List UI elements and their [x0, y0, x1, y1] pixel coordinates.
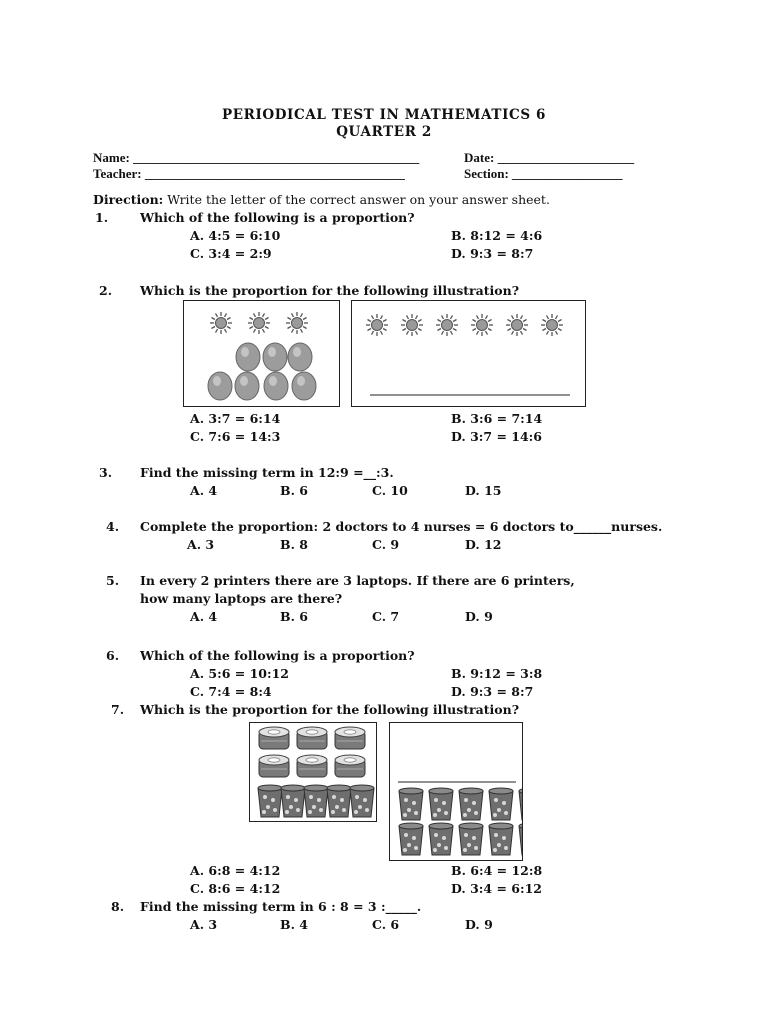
- cake-icon: [297, 727, 327, 749]
- option-b[interactable]: B. 8:12 = 4:6: [451, 228, 543, 243]
- cup-icon: [519, 788, 522, 820]
- teacher-field[interactable]: Teacher: ________________________________________: [93, 166, 405, 181]
- egg-icon: [292, 372, 316, 400]
- cake-icon: [297, 755, 327, 777]
- sun-icon: [401, 314, 423, 336]
- option-b[interactable]: B. 9:12 = 3:8: [451, 666, 543, 681]
- option-c[interactable]: C. 8:6 = 4:12: [190, 881, 281, 896]
- question-number: 3.: [99, 465, 113, 480]
- cup-icon: [304, 785, 328, 817]
- option-d[interactable]: D. 3:7 = 14:6: [451, 429, 542, 444]
- direction-label: Direction:: [93, 192, 164, 207]
- egg-icon: [288, 343, 312, 371]
- option-d[interactable]: D. 9: [465, 609, 493, 624]
- option-a[interactable]: A. 4: [190, 609, 218, 624]
- cup-icon: [327, 785, 351, 817]
- cup-icon: [258, 785, 282, 817]
- suns-eggs-svg: [184, 301, 339, 406]
- sun-icon: [286, 312, 308, 334]
- option-b[interactable]: B. 6: [280, 483, 308, 498]
- cake-icon: [259, 727, 289, 749]
- option-c[interactable]: C. 7: [372, 609, 400, 624]
- question-text: Which of the following is a proportion?: [140, 648, 415, 663]
- option-b[interactable]: B. 3:6 = 7:14: [451, 411, 543, 426]
- direction-text: Write the letter of the correct answer on your answer sheet.: [163, 192, 550, 207]
- egg-icon: [263, 343, 287, 371]
- question-number: 8.: [111, 899, 125, 914]
- option-d[interactable]: D. 9: [465, 917, 493, 932]
- illustration-suns-eggs: [183, 300, 340, 407]
- sun-icon: [436, 314, 458, 336]
- option-d[interactable]: D. 9:3 = 8:7: [451, 246, 534, 261]
- page-title: PERIODICAL TEST IN MATHEMATICS 6: [222, 107, 546, 123]
- option-b[interactable]: B. 8: [280, 537, 308, 552]
- option-a[interactable]: A. 3: [190, 917, 218, 932]
- date-field[interactable]: Date: _____________________: [464, 150, 635, 165]
- cup-icon: [459, 823, 483, 855]
- option-a[interactable]: A. 5:6 = 10:12: [190, 666, 289, 681]
- option-a[interactable]: A. 6:8 = 4:12: [190, 863, 281, 878]
- question-text: Find the missing term in 12:9 =__:3.: [140, 465, 394, 480]
- option-b[interactable]: B. 6: [280, 609, 308, 624]
- cup-icon: [519, 823, 522, 855]
- option-c[interactable]: C. 9: [372, 537, 400, 552]
- cake-icon: [335, 727, 365, 749]
- illustration-cakes-cups: [249, 722, 377, 822]
- egg-icon: [236, 343, 260, 371]
- question-text: Which is the proportion for the following illustration?: [140, 283, 520, 298]
- option-a[interactable]: A. 4: [190, 483, 218, 498]
- egg-icon: [264, 372, 288, 400]
- option-a[interactable]: A. 3:7 = 6:14: [190, 411, 281, 426]
- cup-icon: [459, 788, 483, 820]
- question-text: Find the missing term in 6 : 8 = 3 :_____.: [140, 899, 422, 914]
- sun-icon: [541, 314, 563, 336]
- option-b[interactable]: B. 4: [280, 917, 308, 932]
- question-text: In every 2 printers there are 3 laptops. If there are 6 printers,: [140, 573, 575, 588]
- name-field[interactable]: Name: ____________________________________________: [93, 150, 420, 165]
- direction: [93, 192, 550, 207]
- cup-icon: [489, 788, 513, 820]
- option-a[interactable]: A. 4:5 = 6:10: [190, 228, 281, 243]
- cup-icon: [429, 788, 453, 820]
- sun-icon: [506, 314, 528, 336]
- sun-icon: [210, 312, 232, 334]
- cup-icon: [489, 823, 513, 855]
- question-number: 6.: [106, 648, 120, 663]
- option-c[interactable]: C. 3:4 = 2:9: [190, 246, 272, 261]
- option-c[interactable]: C. 7:6 = 14:3: [190, 429, 281, 444]
- option-c[interactable]: C. 6: [372, 917, 400, 932]
- illustration-blank-cups: [389, 722, 523, 861]
- option-b[interactable]: B. 6:4 = 12:8: [451, 863, 543, 878]
- page-subtitle: QUARTER 2: [336, 124, 432, 140]
- question-text: Which is the proportion for the following illustration?: [140, 702, 520, 717]
- cakes-cups-svg: [250, 723, 376, 821]
- question-number: 7.: [111, 702, 125, 717]
- cup-icon: [399, 788, 423, 820]
- cup-icon: [429, 823, 453, 855]
- sun-icon: [471, 314, 493, 336]
- option-d[interactable]: D. 9:3 = 8:7: [451, 684, 534, 699]
- option-d[interactable]: D. 12: [465, 537, 502, 552]
- question-text: Complete the proportion: 2 doctors to 4 nurses = 6 doctors to______nurses.: [140, 519, 663, 534]
- cup-icon: [399, 823, 423, 855]
- section-field[interactable]: Section: _________________: [464, 166, 623, 181]
- egg-icon: [235, 372, 259, 400]
- cake-icon: [259, 755, 289, 777]
- sun-icon: [366, 314, 388, 336]
- question-number: 4.: [106, 519, 120, 534]
- option-c[interactable]: C. 10: [372, 483, 408, 498]
- suns-blank-svg: [352, 301, 585, 406]
- question-number: 5.: [106, 573, 120, 588]
- egg-icon: [208, 372, 232, 400]
- illustration-suns-blank: [351, 300, 586, 407]
- question-text: Which of the following is a proportion?: [140, 210, 415, 225]
- question-text-cont: how many laptops are there?: [140, 591, 343, 606]
- cake-icon: [335, 755, 365, 777]
- option-a[interactable]: A. 3: [187, 537, 215, 552]
- option-c[interactable]: C. 7:4 = 8:4: [190, 684, 272, 699]
- cup-icon: [281, 785, 305, 817]
- question-number: 1.: [95, 210, 109, 225]
- question-number: 2.: [99, 283, 113, 298]
- cup-icon: [350, 785, 374, 817]
- option-d[interactable]: D. 3:4 = 6:12: [451, 881, 542, 896]
- blank-cups-svg: [390, 723, 522, 860]
- sun-icon: [248, 312, 270, 334]
- option-d[interactable]: D. 15: [465, 483, 502, 498]
